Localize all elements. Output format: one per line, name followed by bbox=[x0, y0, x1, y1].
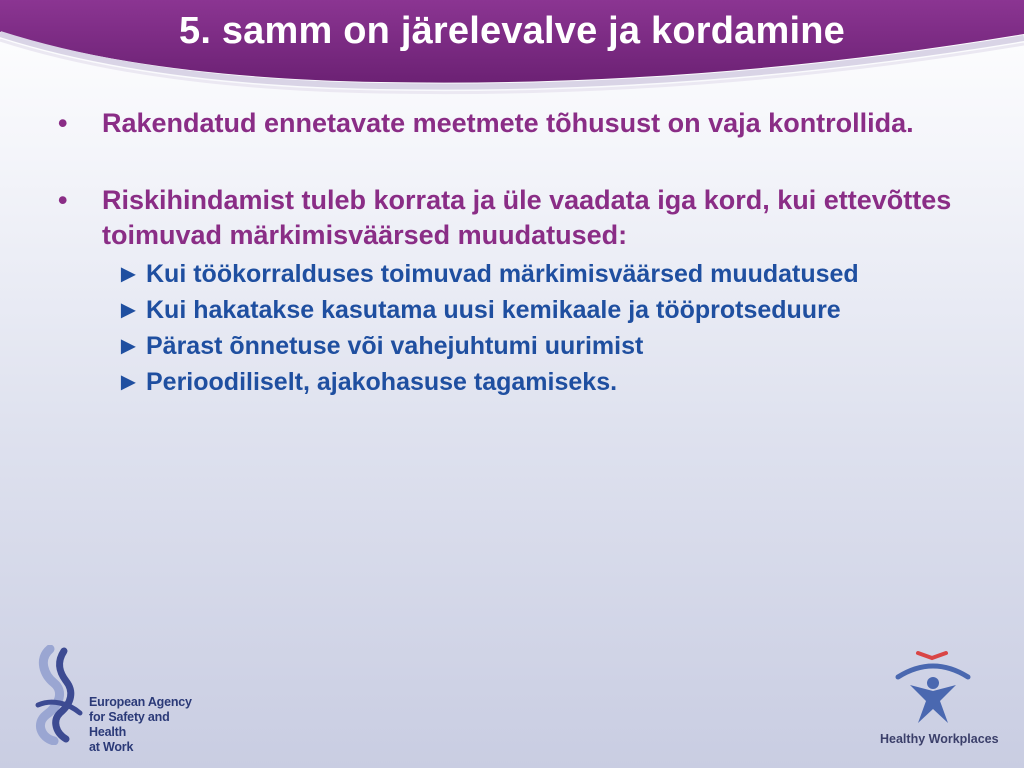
eu-osha-logo bbox=[30, 645, 200, 754]
title-banner bbox=[0, 0, 1024, 100]
logo-line: European Agency bbox=[89, 695, 192, 709]
arrow-icon: ► bbox=[116, 260, 141, 288]
bullet-glyph: • bbox=[58, 185, 68, 215]
sub-item-text: Kui hakatakse kasutama uusi kemikaale ja tööprotseduure bbox=[146, 296, 841, 324]
logo-line: for Safety and Health bbox=[89, 710, 170, 739]
bullet-glyph: • bbox=[58, 108, 68, 138]
healthy-workplaces-text: Healthy Workplaces bbox=[880, 732, 999, 746]
bullet-item bbox=[56, 183, 976, 253]
slide-title: 5. samm on järelevalve ja kordamine bbox=[178, 10, 845, 52]
eu-osha-logo-text bbox=[89, 695, 200, 755]
bullet-text: Rakendatud ennetavate meetmete tõhusust on vaja kontrollida. bbox=[102, 108, 914, 138]
healthy-workplaces-icon bbox=[870, 645, 1000, 730]
healthy-workplaces-logo bbox=[870, 645, 1000, 755]
bullet-text: Riskihindamist tuleb korrata ja üle vaadata iga kord, kui ettevõttes toimuvad märkimisväärsed muudatused: bbox=[102, 185, 952, 250]
arrow-icon: ► bbox=[116, 332, 141, 360]
sub-item-text: Kui töökorralduses toimuvad märkimisväärsed muudatused bbox=[146, 260, 859, 288]
bullet-item bbox=[56, 106, 976, 141]
slide-body bbox=[56, 106, 976, 401]
eu-osha-logo-icon bbox=[30, 645, 90, 745]
sub-item bbox=[116, 257, 976, 291]
sub-item-text: Perioodiliselt, ajakohasuse tagamiseks. bbox=[146, 368, 618, 396]
arrow-icon: ► bbox=[116, 296, 141, 324]
sub-item bbox=[116, 293, 976, 327]
sub-item bbox=[116, 329, 976, 363]
logo-line: at Work bbox=[89, 740, 134, 754]
sub-item bbox=[116, 365, 976, 399]
sub-item-text: Pärast õnnetuse või vahejuhtumi uurimist bbox=[146, 332, 644, 360]
arrow-icon: ► bbox=[116, 368, 141, 396]
sub-list bbox=[116, 257, 976, 399]
